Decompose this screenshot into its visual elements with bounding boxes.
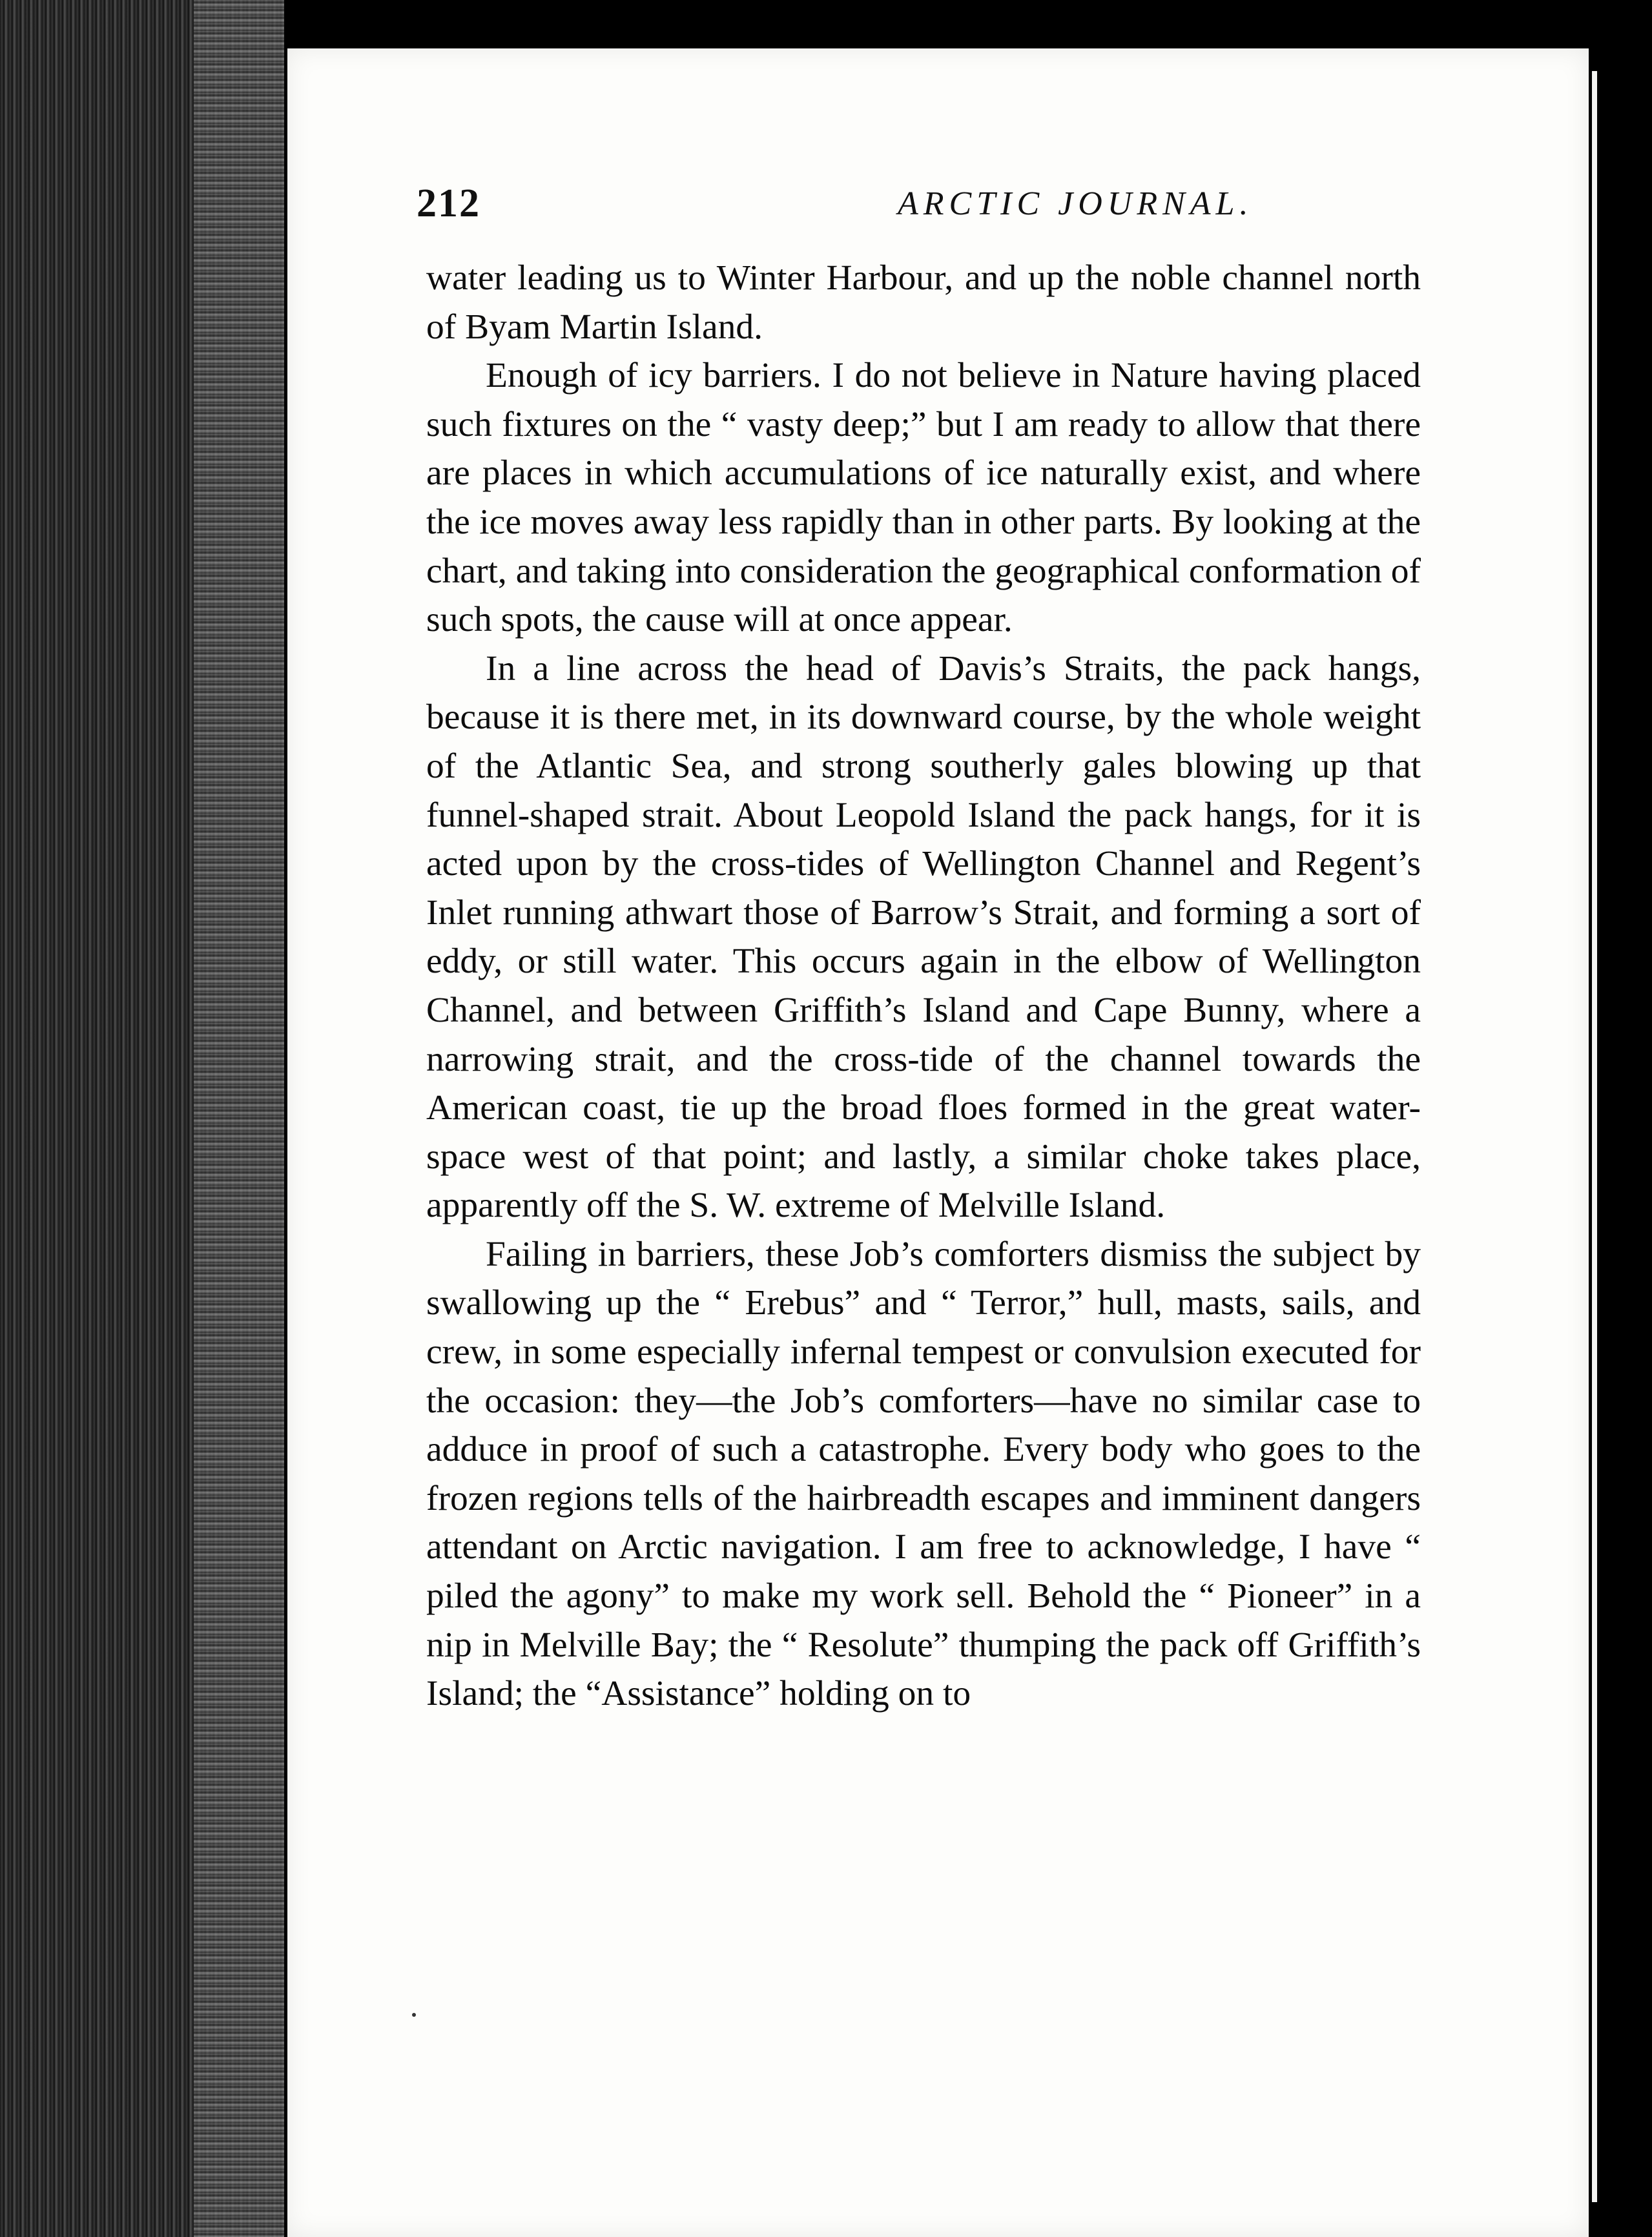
page-stack-edge — [194, 0, 284, 2237]
ink-speck — [412, 2013, 416, 2017]
paragraph-2: Enough of icy barriers. I do not believe in Nature having placed such fixtures on the “ vasty deep;” but I am ready to allow that there are places in which accumulations of ice naturally exist, and where the ice moves away less rapidly than in other parts. By looking at the chart, and taking into consideration the geographical conformation of such spots, the cause will at once appear. — [426, 356, 1421, 640]
book-page — [287, 48, 1589, 2237]
paragraph-4: Failing in barriers, these Job’s comforters dismiss the subject by swallowing up the “ Erebus” and “ Terror,” hull, masts, sails, and crew, in some especially infernal tempest or convulsion executed for the occasion: they—the Job’s comforters—have no similar case to adduce in proof of such a catastrophe. Every body who goes to the frozen regions tells of the hairbreadth escapes and imminent dangers attendant on Arctic navigation. I am free to acknowledge, I have “ piled the agony” to make my work sell. Behold the “ Pioneer” in a nip in Melville Bay; the “ Resolute” thumping the pack off Griffith’s Island; the “Assistance” holding on to — [426, 1234, 1421, 1714]
scan-background-right — [1589, 48, 1652, 2237]
page-number: 212 — [417, 181, 480, 225]
running-head: ARCTIC JOURNAL. — [898, 185, 1254, 222]
paragraph-3: In a line across the head of Davis’s Straits, the pack hangs, because it is there met, in its downward course, by the whole weight of the Atlantic Sea, and strong southerly gales blowing up that funnel-shaped strait. About Leopold Island the pack hangs, for it is acted upon by the cross-tides of Wellington Channel and Regent’s Inlet running athwart those of Barrow’s Strait, and forming a sort of eddy, or still water. This occurs again in the elbow of Wellington Channel, and between Griffith’s Island and Cape Bunny, where a narrowing strait, and the cross-tide of the channel towards the American coast, tie up the broad floes formed in the great water-space west of that point; and lastly, a similar choke takes place, apparently off the S. W. extreme of Melville Island. — [426, 648, 1421, 1226]
body-text — [426, 254, 1421, 1718]
page-header — [417, 181, 1392, 252]
next-page-edge — [1592, 71, 1597, 2202]
paragraph-1: water leading us to Winter Harbour, and up the noble channel north of Byam Martin Island. — [426, 258, 1421, 347]
